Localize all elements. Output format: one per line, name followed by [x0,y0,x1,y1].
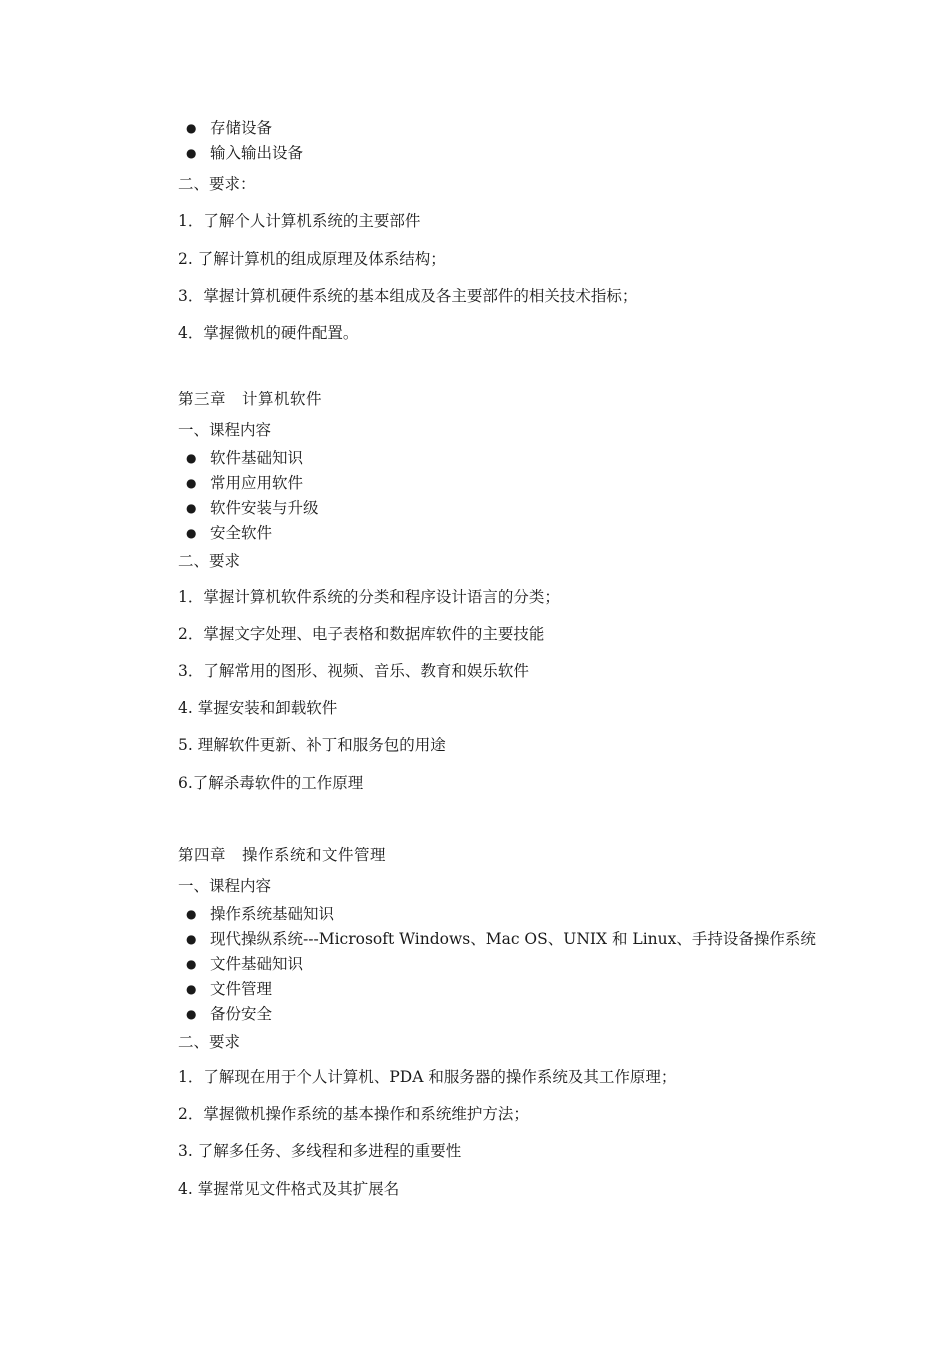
bullet-icon: ● [186,146,197,160]
bullet-icon: ● [186,957,197,971]
bullet-icon: ● [186,932,197,946]
requirement-item: 3. 了解多任务、多线程和多进程的重要性 [178,1142,462,1160]
section-heading: 一、课程内容 [178,421,272,439]
requirement-item: 3．了解常用的图形、视频、音乐、教育和娱乐软件 [178,662,529,680]
chapter-title: 第三章 计算机软件 [178,390,323,408]
requirement-item: 4. 掌握安装和卸载软件 [178,699,338,717]
requirement-item: 2．掌握文字处理、电子表格和数据库软件的主要技能 [178,625,545,643]
section-heading: 一、课程内容 [178,877,272,895]
requirement-item: 1．了解现在用于个人计算机、PDA 和服务器的操作系统及其工作原理； [178,1068,677,1086]
requirement-item: 2. 了解计算机的组成原理及体系结构； [178,250,446,268]
chapter-title: 第四章 操作系统和文件管理 [178,846,387,864]
list-item: ● 安全软件 [186,524,273,542]
requirement-item: 1．了解个人计算机系统的主要部件 [178,212,421,230]
requirement-item: 6.了解杀毒软件的工作原理 [178,774,364,792]
bullet-icon: ● [186,526,197,540]
list-item: ● 输入输出设备 [186,144,304,162]
list-item: ● 现代操纵系统---Microsoft Windows、Mac OS、UNIX 和 Linux、手持设备操作系统 [186,930,816,948]
list-item: ● 备份安全 [186,1005,273,1023]
bullet-icon: ● [186,982,197,996]
section-heading: 二、要求： [178,175,256,193]
list-item: ● 存储设备 [186,119,273,137]
bullet-icon: ● [186,1007,197,1021]
list-item: ● 软件基础知识 [186,449,304,467]
section-heading: 二、要求 [178,552,241,570]
requirement-item: 4．掌握微机的硬件配置。 [178,324,359,342]
list-item: ● 文件管理 [186,980,273,998]
list-item: ● 文件基础知识 [186,955,304,973]
bullet-icon: ● [186,501,197,515]
bullet-icon: ● [186,121,197,135]
requirement-item: 2．掌握微机操作系统的基本操作和系统维护方法； [178,1105,529,1123]
requirement-item: 3．掌握计算机硬件系统的基本组成及各主要部件的相关技术指标； [178,287,638,305]
bullet-icon: ● [186,476,197,490]
section-heading: 二、要求 [178,1033,241,1051]
requirement-item: 5. 理解软件更新、补丁和服务包的用途 [178,736,446,754]
list-item: ● 操作系统基础知识 [186,905,335,923]
bullet-icon: ● [186,907,197,921]
list-item: ● 常用应用软件 [186,474,304,492]
requirement-item: 4. 掌握常见文件格式及其扩展名 [178,1180,400,1198]
requirement-item: 1．掌握计算机软件系统的分类和程序设计语言的分类； [178,588,560,606]
bullet-icon: ● [186,451,197,465]
list-item: ● 软件安装与升级 [186,499,319,517]
